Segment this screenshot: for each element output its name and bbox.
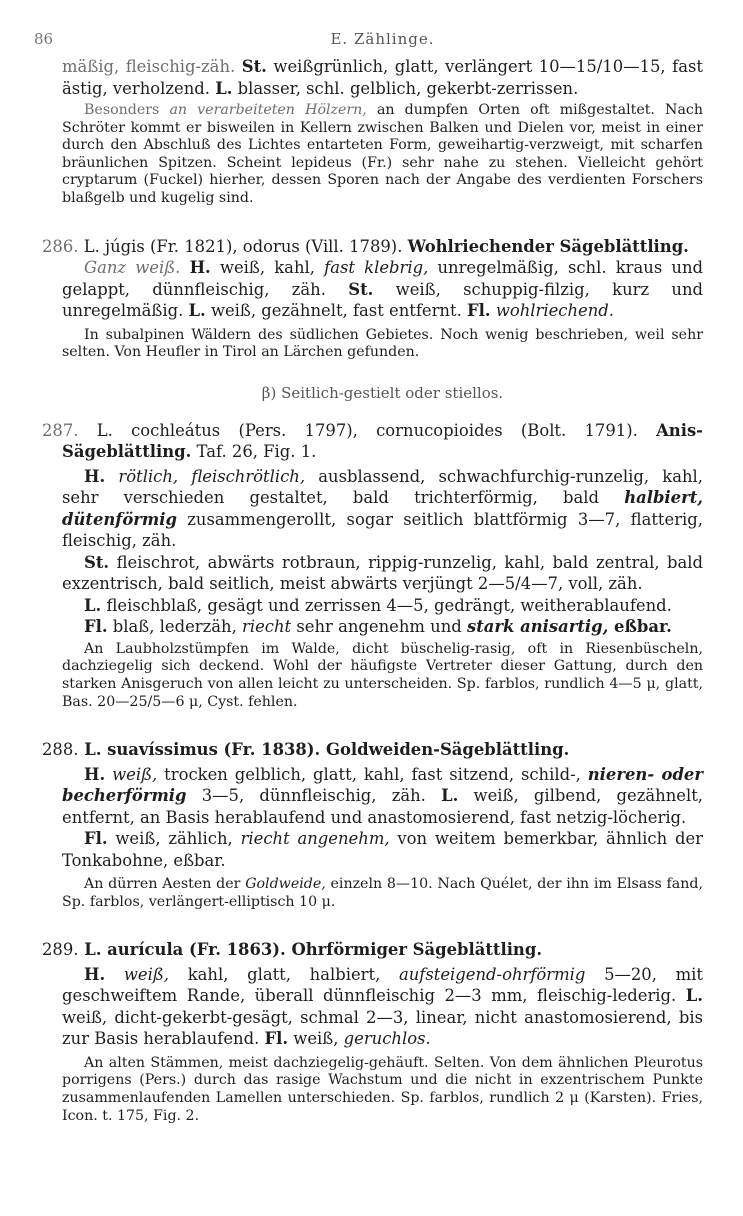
- entry-description: [62, 257, 703, 322]
- l-label: L.: [685, 986, 703, 1006]
- fl-text: wohlriechend.: [495, 301, 614, 321]
- fl-text: blaß, lederzäh,: [107, 617, 243, 637]
- fl-italic: riecht: [242, 617, 292, 637]
- l-text: blasser, schl. gelblich, gekerbt-zerrissen.: [232, 78, 579, 98]
- note-part: An Laubholzstümpfen im Walde, dicht büschelig-rasig, oft in Riesenbüscheln,: [84, 640, 703, 657]
- cont-description: [62, 56, 703, 99]
- h-label: H.: [84, 466, 106, 486]
- lead-phrase: Ganz weiß.: [84, 258, 181, 278]
- h-text: unregelmäßig, schl. kraus und gelappt, dünnfleischig, zäh.: [62, 258, 704, 299]
- entry-description: [62, 964, 703, 1050]
- fl-text: weiß,: [288, 1029, 344, 1049]
- h-italic: weiß,: [123, 964, 170, 984]
- st-label: St.: [348, 279, 374, 299]
- h-label: H.: [84, 764, 106, 784]
- st-label: St.: [84, 552, 110, 572]
- common-name: Ohrförmiger Sägeblättling.: [291, 940, 543, 960]
- cont-note: [62, 102, 703, 208]
- note-italic: an verarbeiteten Hölzern,: [169, 102, 367, 118]
- entry-heading: [42, 739, 703, 761]
- l-text: weiß, gilbend, gezähnelt, entfernt, an Basis herablaufend und anastomosierend, fast netzig-löcherig.: [62, 786, 703, 827]
- fl-italic: geruchlos.: [343, 1029, 431, 1049]
- l-text: weiß, gezähnelt, fast entfernt.: [205, 301, 468, 321]
- fl-label: Fl.: [84, 829, 108, 849]
- h-italic: fast klebrig,: [324, 258, 429, 278]
- entry-heading: [42, 420, 703, 463]
- h-text: ausblassend, schwachfurchig-runzelig, kahl, sehr verschieden gestaltet, bald trichterförmig, bald: [62, 466, 703, 508]
- note-part: an dumpfen Orten oft mißgestaltet. Nach Schröter kommt er bisweilen in Kellern zwischen Balken und Dielen vor, meist in einer durch den Abschluß des Lichtes entarteten Form, geweihartig-verzweigt, mit scharfen bräunlichen Spitzen. Scheint lepideus (Fr.) sehr nahe zu stehen. Vielleicht gehört cryptarum (Fuckel) hierher, dessen Sporen nach der Angabe des verdienten Forschers blaßgelb und kugelig sind.: [62, 102, 703, 206]
- running-title: E. Zählinge.: [330, 30, 435, 48]
- entry-286: [42, 236, 704, 362]
- cont-line1: mäßig, fleischig-zäh.: [62, 57, 236, 76]
- entry-note: An alten Stämmen, meist dachziegelig-gehäuft. Selten. Von dem ähnlichen Pleurotus porrigens (Pers.) durch das rasige Wachstum und die nicht in exzentrischem Punkte zusammenlaufenden Lamellen unterschieden. Sp. farblos, rundlich 2 μ (Karsten). Fries, Icon. t. 175, Fig. 2.: [62, 1054, 703, 1124]
- entry-number: 286.: [42, 236, 79, 256]
- entry-continuation: [62, 56, 703, 208]
- entry-number: 289.: [42, 940, 79, 960]
- entry-heading: [42, 939, 703, 961]
- fl-label: Fl.: [84, 617, 108, 637]
- fl-label: Fl.: [467, 301, 491, 321]
- fl-label: Fl.: [264, 1029, 289, 1049]
- l-label: L.: [84, 595, 102, 615]
- st-text: fleischrot, abwärts rotbraun, rippig-runzelig, kahl, bald zentral, bald exzentrisch, bald seitlich, meist abwärts verjüngt 2—5/4—7, voll, zäh.: [62, 552, 703, 594]
- h-label: H.: [84, 964, 106, 984]
- note-part: einzeln 8—10. Nach Quélet, der ihn im Elsass fand, Sp. farblos, verlängert-elliptisch 10 μ.: [62, 876, 703, 910]
- note-italic: Goldweide,: [245, 876, 326, 893]
- entry-number: 287.: [42, 420, 79, 440]
- entry-description: [62, 466, 703, 638]
- plate-reference: Taf. 26, Fig. 1.: [191, 442, 317, 462]
- entry-heading: [42, 236, 703, 258]
- l-text: fleischblaß, gesägt und zerrissen 4—5, gedrängt, weitherablaufend.: [101, 595, 672, 615]
- fl-text: eßbar.: [608, 617, 672, 637]
- entry-note: [62, 641, 703, 711]
- species-name: L. cochleátus (Pers. 1797), cornucopioides (Bolt. 1791).: [78, 420, 657, 440]
- h-italic: weiß,: [112, 764, 158, 784]
- fl-text: weiß, zählich,: [107, 829, 241, 849]
- l-label: L.: [188, 301, 206, 321]
- entry-287: [42, 420, 703, 711]
- fl-emphasis: stark anisartig,: [466, 617, 609, 637]
- subsection-heading: β) Seitlich-gestielt oder stiellos.: [261, 383, 504, 402]
- fl-text: von weitem bemerkbar, ähnlich der Tonkabohne, eßbar.: [62, 829, 703, 870]
- species-name: L. aurícula (Fr. 1863).: [78, 940, 292, 960]
- page-header: [34, 30, 703, 56]
- h-text: 5—20, mit geschweiftem Rande, überall dünnfleischig 2—3 mm, fleischig-lederig.: [62, 964, 703, 1006]
- common-name: Goldweiden-Sägeblättling.: [325, 740, 570, 760]
- h-italic: rötlich, fleischrötlich,: [118, 466, 306, 486]
- st-text: weißgrünlich, glatt, verlängert 10—15/10—15, fast ästig, verholzend.: [62, 57, 703, 98]
- l-label: L.: [441, 786, 459, 806]
- h-emphasis: nieren- oder becherförmig: [62, 764, 703, 806]
- st-label: St.: [241, 57, 267, 76]
- l-label: L.: [215, 78, 233, 98]
- h-emphasis: halbiert, dütenförmig: [62, 488, 703, 529]
- entry-number: 288.: [42, 740, 79, 760]
- entry-note: In subalpinen Wäldern des südlichen Gebietes. Noch wenig beschrieben, weil sehr selten. Von Heufler in Tirol an Lärchen gefunden.: [62, 326, 703, 361]
- note-part: dachziegelig sich deckend. Wohl der häufigste Vertreter dieser Gattung, durch den starken Anisgeruch von allen leicht zu unterscheiden. Sp. farblos, rundlich 4—5 μ, glatt, Bas. 20—25/5—6 μ, Cyst. fehlen.: [62, 658, 703, 710]
- h-text: zusammengerollt, sogar seitlich blattförmig 3—7, flatterig, fleischig, zäh.: [62, 509, 703, 551]
- entry-description: [62, 764, 703, 872]
- l-text: weiß, dicht-gekerbt-gesägt, schmal 2—3, linear, nicht anastomosierend, bis zur Basis herablaufend.: [62, 1007, 703, 1049]
- entry-289: [42, 939, 703, 1125]
- note-part: Besonders: [84, 102, 170, 118]
- entry-288: [42, 739, 703, 911]
- fl-italic: riecht angenehm,: [240, 829, 390, 849]
- common-name: Anis-Sägeblättling.: [62, 420, 703, 462]
- entry-note: [62, 876, 703, 911]
- page-number: 86: [34, 30, 54, 48]
- species-name: L. suavíssimus (Fr. 1838).: [78, 740, 326, 760]
- h-text: kahl, glatt, halbiert,: [169, 964, 399, 984]
- h-italic: aufsteigend-ohrförmig: [398, 964, 586, 984]
- fl-text: sehr angenehm und: [291, 617, 467, 637]
- h-text: 3—5, dünnfleischig, zäh.: [186, 786, 442, 806]
- common-name: Wohlriechender Sägeblättling.: [407, 236, 689, 256]
- h-text: weiß, kahl,: [210, 258, 325, 278]
- h-label: H.: [189, 258, 211, 278]
- note-part: An dürren Aesten der: [84, 876, 246, 893]
- species-name: L. júgis (Fr. 1821), odorus (Vill. 1789).: [78, 236, 408, 256]
- h-text: trocken gelblich, glatt, kahl, fast sitzend, schild-,: [157, 764, 588, 784]
- st-text: weiß, schuppig-filzig, kurz und unregelmäßig.: [62, 279, 704, 321]
